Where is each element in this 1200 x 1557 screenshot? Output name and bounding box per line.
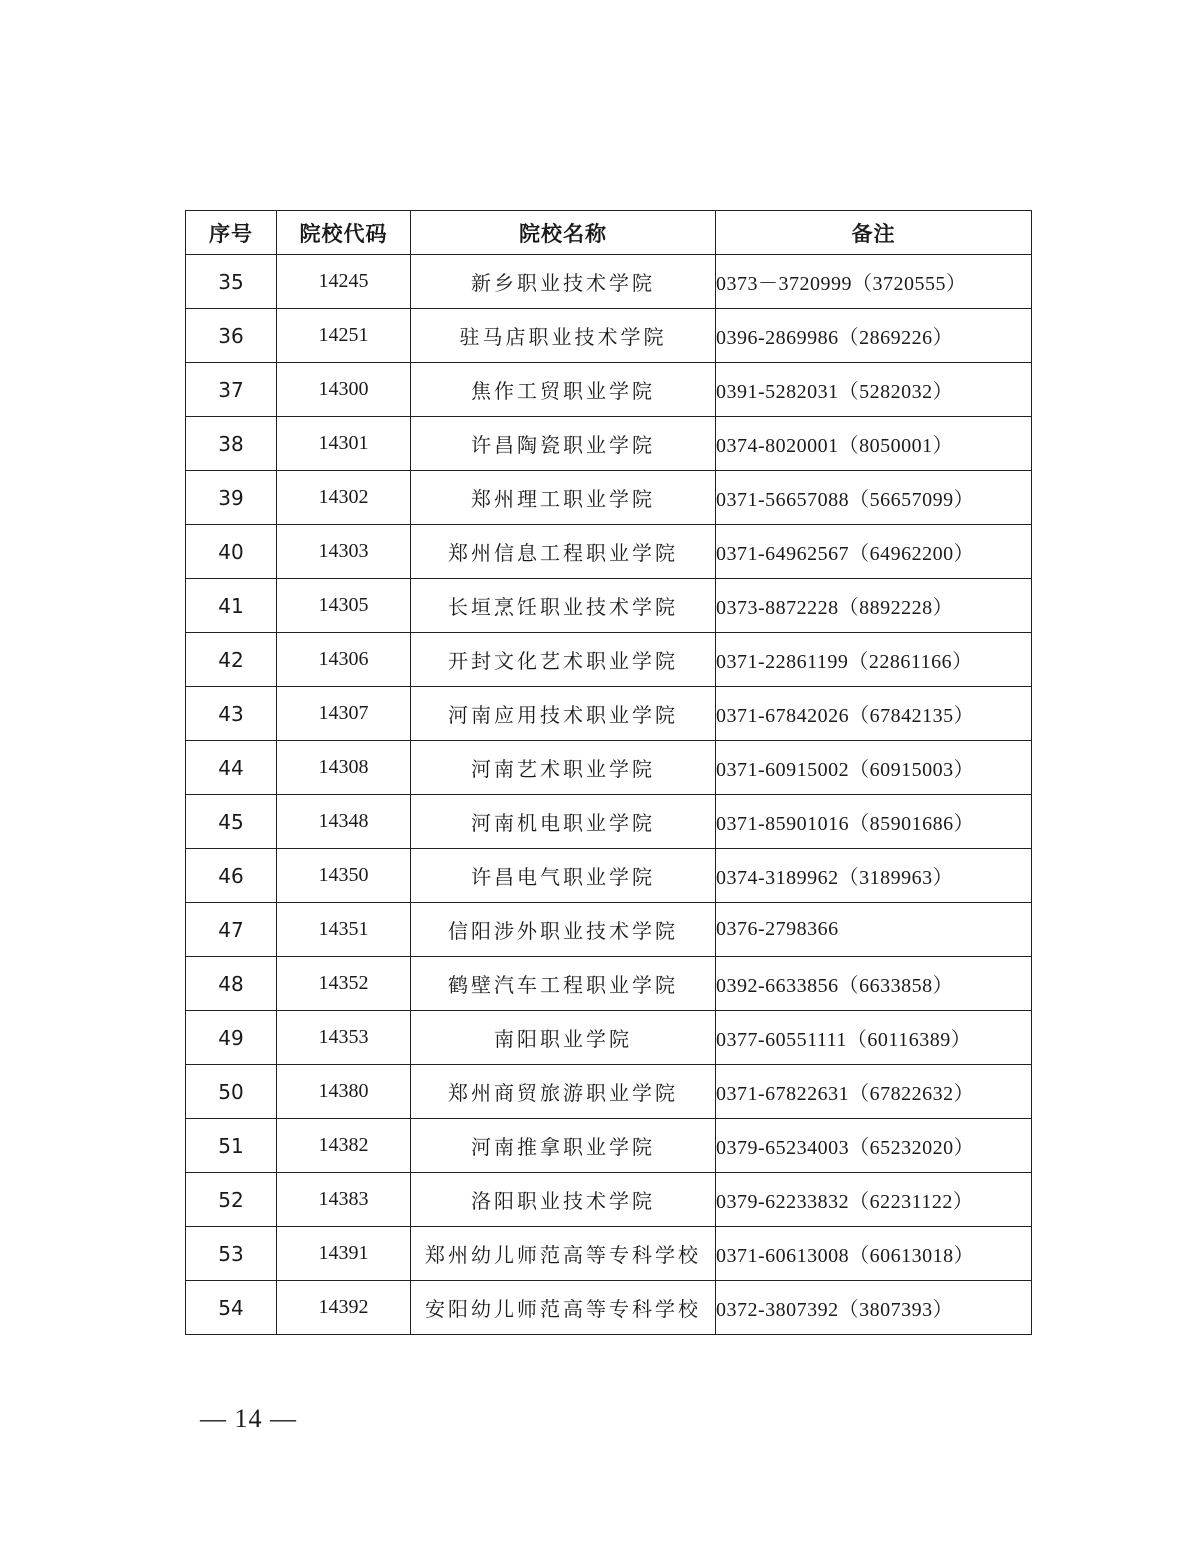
cell-school-name: 许昌电气职业学院: [411, 849, 716, 903]
header-name: 院校名称: [411, 211, 716, 255]
cell-code: 14302: [277, 471, 411, 525]
cell-code: 14348: [277, 795, 411, 849]
cell-code: 14305: [277, 579, 411, 633]
cell-school-name: 河南推拿职业学院: [411, 1119, 716, 1173]
cell-note: 0371-22861199（22861166）: [716, 633, 1032, 687]
table-row: [186, 1173, 1032, 1227]
cell-seq: 37: [186, 363, 277, 417]
cell-note: 0372-3807392（3807393）: [716, 1281, 1032, 1335]
cell-seq: 39: [186, 471, 277, 525]
table-row: [186, 1011, 1032, 1065]
cell-seq: 50: [186, 1065, 277, 1119]
header-note: 备注: [716, 211, 1032, 255]
cell-note: 0379-62233832（62231122）: [716, 1173, 1032, 1227]
table-row: [186, 417, 1032, 471]
cell-seq: 54: [186, 1281, 277, 1335]
cell-code: 14353: [277, 1011, 411, 1065]
cell-code: 14391: [277, 1227, 411, 1281]
page-number: — 14 —: [200, 1404, 297, 1433]
cell-school-name: 长垣烹饪职业技术学院: [411, 579, 716, 633]
cell-seq: 46: [186, 849, 277, 903]
cell-school-name: 安阳幼儿师范高等专科学校: [411, 1281, 716, 1335]
table-row: [186, 525, 1032, 579]
table-row: [186, 687, 1032, 741]
table-row: [186, 795, 1032, 849]
header-code: 院校代码: [277, 211, 411, 255]
cell-code: 14245: [277, 255, 411, 309]
cell-note: 0376-2798366: [716, 903, 1032, 957]
cell-seq: 42: [186, 633, 277, 687]
cell-seq: 52: [186, 1173, 277, 1227]
table-row: [186, 1119, 1032, 1173]
cell-code: 14301: [277, 417, 411, 471]
cell-school-name: 驻马店职业技术学院: [411, 309, 716, 363]
cell-seq: 49: [186, 1011, 277, 1065]
cell-school-name: 开封文化艺术职业学院: [411, 633, 716, 687]
cell-code: 14307: [277, 687, 411, 741]
cell-code: 14380: [277, 1065, 411, 1119]
cell-school-name: 新乡职业技术学院: [411, 255, 716, 309]
cell-code: 14251: [277, 309, 411, 363]
cell-seq: 36: [186, 309, 277, 363]
cell-seq: 43: [186, 687, 277, 741]
cell-school-name: 郑州理工职业学院: [411, 471, 716, 525]
cell-seq: 44: [186, 741, 277, 795]
cell-note: 0374-8020001（8050001）: [716, 417, 1032, 471]
cell-note: 0371-64962567（64962200）: [716, 525, 1032, 579]
cell-note: 0374-3189962（3189963）: [716, 849, 1032, 903]
cell-school-name: 河南机电职业学院: [411, 795, 716, 849]
table-row: [186, 903, 1032, 957]
table-row: [186, 741, 1032, 795]
cell-school-name: 郑州信息工程职业学院: [411, 525, 716, 579]
cell-note: 0371-56657088（56657099）: [716, 471, 1032, 525]
cell-code: 14382: [277, 1119, 411, 1173]
table-body: [186, 255, 1032, 1335]
cell-seq: 53: [186, 1227, 277, 1281]
cell-note: 0371-67842026（67842135）: [716, 687, 1032, 741]
cell-note: 0371-60915002（60915003）: [716, 741, 1032, 795]
cell-seq: 41: [186, 579, 277, 633]
cell-school-name: 洛阳职业技术学院: [411, 1173, 716, 1227]
table-row: [186, 849, 1032, 903]
cell-code: 14308: [277, 741, 411, 795]
cell-note: 0371-60613008（60613018）: [716, 1227, 1032, 1281]
cell-code: 14392: [277, 1281, 411, 1335]
cell-school-name: 河南应用技术职业学院: [411, 687, 716, 741]
cell-code: 14352: [277, 957, 411, 1011]
cell-school-name: 郑州幼儿师范高等专科学校: [411, 1227, 716, 1281]
cell-school-name: 南阳职业学院: [411, 1011, 716, 1065]
cell-school-name: 许昌陶瓷职业学院: [411, 417, 716, 471]
cell-school-name: 鹤壁汽车工程职业学院: [411, 957, 716, 1011]
cell-note: 0396-2869986（2869226）: [716, 309, 1032, 363]
cell-seq: 38: [186, 417, 277, 471]
table-row: [186, 363, 1032, 417]
cell-code: 14350: [277, 849, 411, 903]
cell-code: 14351: [277, 903, 411, 957]
cell-code: 14383: [277, 1173, 411, 1227]
cell-note: 0391-5282031（5282032）: [716, 363, 1032, 417]
table-row: [186, 1227, 1032, 1281]
header-seq: 序号: [186, 211, 277, 255]
cell-seq: 47: [186, 903, 277, 957]
header-row: [186, 211, 1032, 255]
cell-code: 14303: [277, 525, 411, 579]
table-row: [186, 579, 1032, 633]
cell-note: 0379-65234003（65232020）: [716, 1119, 1032, 1173]
cell-note: 0373－3720999（3720555）: [716, 255, 1032, 309]
cell-school-name: 河南艺术职业学院: [411, 741, 716, 795]
cell-note: 0371-85901016（85901686）: [716, 795, 1032, 849]
cell-school-name: 信阳涉外职业技术学院: [411, 903, 716, 957]
table-row: [186, 1065, 1032, 1119]
table-row: [186, 633, 1032, 687]
cell-note: 0392-6633856（6633858）: [716, 957, 1032, 1011]
cell-seq: 51: [186, 1119, 277, 1173]
table-row: [186, 1281, 1032, 1335]
school-contact-table: [185, 210, 1032, 1335]
cell-code: 14306: [277, 633, 411, 687]
cell-note: 0371-67822631（67822632）: [716, 1065, 1032, 1119]
cell-seq: 48: [186, 957, 277, 1011]
table-row: [186, 957, 1032, 1011]
cell-school-name: 郑州商贸旅游职业学院: [411, 1065, 716, 1119]
cell-seq: 45: [186, 795, 277, 849]
cell-code: 14300: [277, 363, 411, 417]
cell-school-name: 焦作工贸职业学院: [411, 363, 716, 417]
cell-seq: 40: [186, 525, 277, 579]
cell-note: 0373-8872228（8892228）: [716, 579, 1032, 633]
table-row: [186, 471, 1032, 525]
table-row: [186, 255, 1032, 309]
cell-note: 0377-60551111（60116389）: [716, 1011, 1032, 1065]
table-row: [186, 309, 1032, 363]
cell-seq: 35: [186, 255, 277, 309]
table-header: [186, 211, 1032, 255]
